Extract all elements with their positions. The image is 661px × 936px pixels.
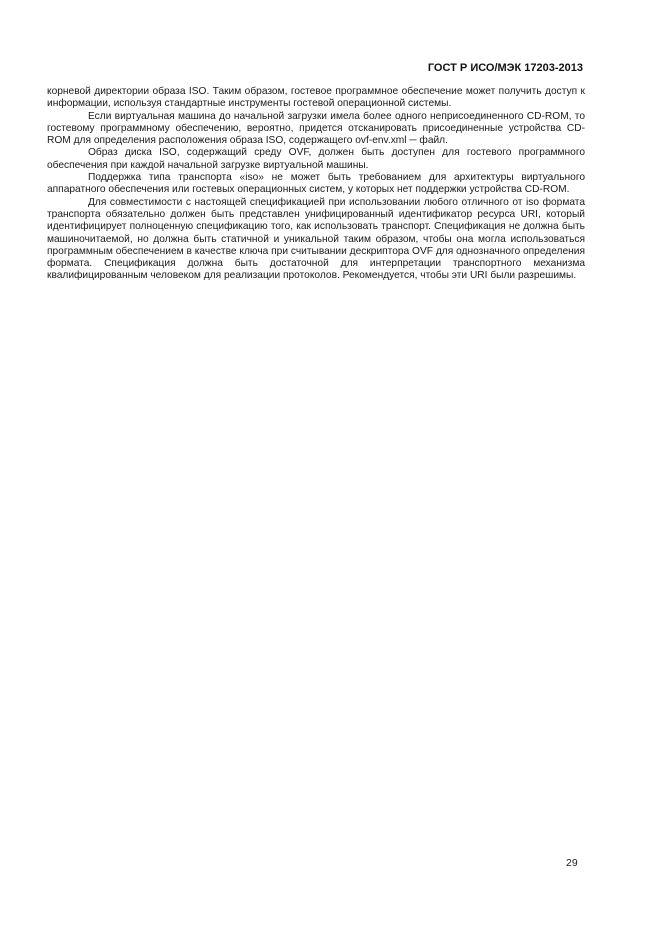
- paragraph-5: Для совместимости с настоящей спецификацией при использовании любого отличного от iso формата транспорта обязательно должен быть представлен унифицированный идентификатор ресурса URI, который идентифицирует полноценную спецификацию того, как использовать транспорт. Спецификация не должна быть машиночитаемой, но должна быть статичной и уникальной таким образом, чтобы она могла использоваться программным обеспечением в качестве ключа при считывании дескриптора OVF для однозначного определения формата. Спецификация должна быть достаточной для интерпретации транспортного механизма квалифицированным человеком для реализации протоколов. Рекомендуется, чтобы эти URI были разрешимы.: [47, 196, 585, 282]
- paragraph-2: Если виртуальная машина до начальной загрузки имела более одного неприсоединенного CD-ROM, то гостевому программному обеспечению, вероятно, придется отсканировать присоединенные устройства CD-ROM для определения расположения образа ISO, содержащего ovf-env.xml ─ файл.: [47, 110, 585, 147]
- paragraph-4: Поддержка типа транспорта «iso» не может быть требованием для архитектуры виртуального аппаратного обеспечения или гостевых операционных систем, у которых нет поддержки устройства CD-ROM.: [47, 172, 585, 196]
- paragraph-1: корневой директории образа ISO. Таким образом, гостевое программное обеспечение может получить доступ к информации, используя стандартные инструменты гостевой операционной системы.: [47, 86, 585, 110]
- paragraph-3: Образ диска ISO, содержащий среду OVF, должен быть доступен для гостевого программного обеспечения при каждой начальной загрузке виртуальной машины.: [47, 147, 585, 171]
- page-number: 29: [566, 857, 578, 869]
- standard-header: ГОСТ Р ИСО/МЭК 17203-2013: [427, 62, 583, 74]
- body-text: [47, 86, 585, 283]
